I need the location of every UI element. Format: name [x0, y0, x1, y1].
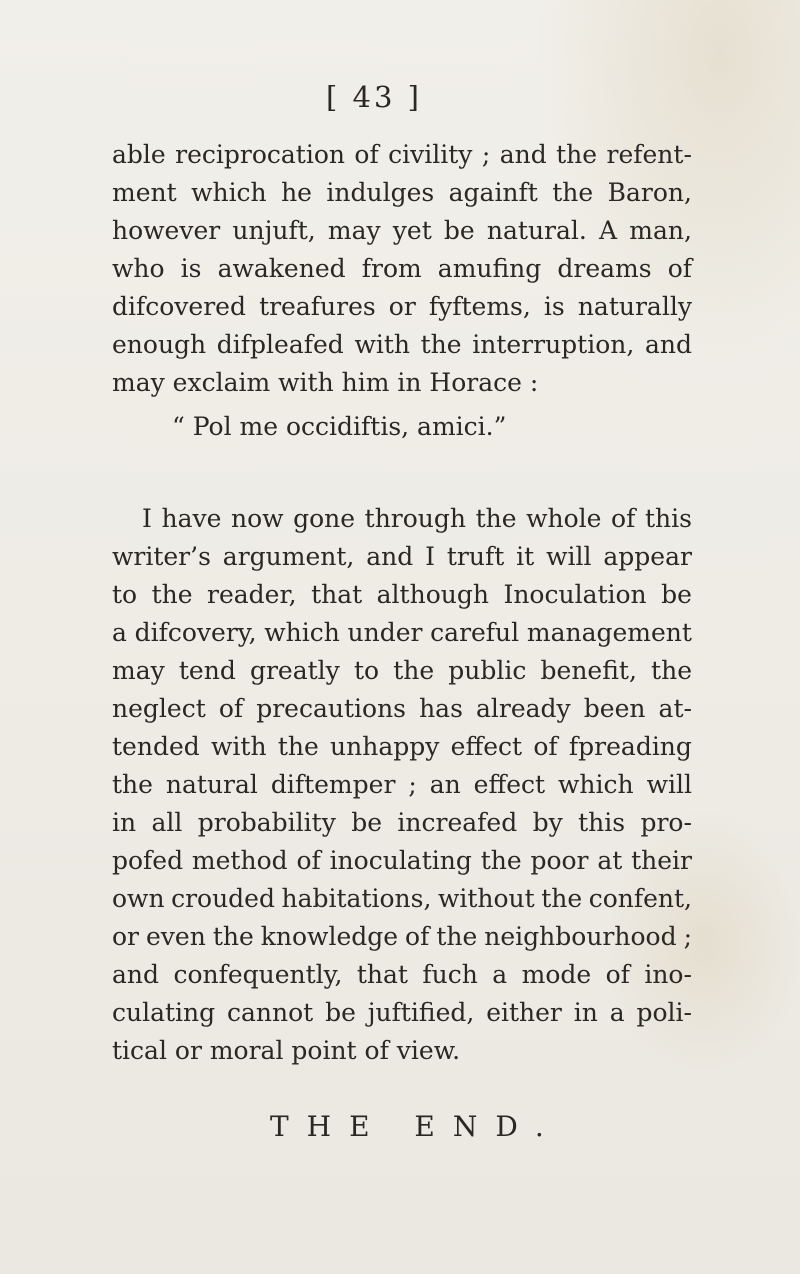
word: the: [651, 656, 692, 685]
word: natural: [165, 770, 258, 799]
word: although: [376, 580, 489, 609]
text-line: [112, 842, 692, 880]
text-line: [112, 918, 692, 956]
word: confent,: [588, 884, 692, 913]
word: againft: [448, 178, 538, 207]
word: of: [611, 504, 636, 533]
word: in: [573, 998, 598, 1027]
word: effect: [473, 770, 546, 799]
word: ;: [408, 770, 417, 799]
paragraph-2: [112, 500, 692, 1070]
word: or: [112, 922, 140, 951]
word: to: [112, 580, 138, 609]
text-line: [112, 994, 692, 1032]
word: reciprocation: [175, 140, 345, 169]
word: from: [361, 254, 422, 283]
word: Inoculation: [503, 580, 647, 609]
word: the: [420, 330, 462, 359]
word: of: [354, 140, 379, 169]
word: greatly: [249, 656, 340, 685]
word: is: [543, 292, 565, 321]
word: of: [405, 922, 430, 951]
word: tend: [178, 656, 236, 685]
text-line: [112, 288, 692, 326]
word: awakened: [217, 254, 346, 283]
word: treafures: [259, 292, 376, 321]
word: A: [599, 216, 618, 245]
word: even: [146, 922, 206, 951]
word: the: [556, 140, 598, 169]
text-line: [112, 956, 692, 994]
word: writer’s: [112, 542, 211, 571]
word: the: [436, 922, 478, 951]
word: ;: [683, 922, 692, 951]
word: that: [356, 960, 408, 989]
word: by: [532, 808, 563, 837]
word: been: [583, 694, 646, 723]
word: precautions: [256, 694, 406, 723]
word: a: [492, 960, 508, 989]
text-line: tical or moral point of view.: [112, 1036, 461, 1065]
word: fyftems,: [428, 292, 531, 321]
word: and: [366, 542, 414, 571]
word: now: [230, 504, 284, 533]
word: naturally: [577, 292, 692, 321]
text-line: [112, 804, 692, 842]
word: ;: [481, 140, 491, 169]
word: under: [347, 618, 423, 647]
word: in: [112, 808, 137, 837]
word: difpleafed: [216, 330, 344, 359]
word: of: [667, 254, 692, 283]
word: the: [475, 504, 517, 533]
word: pofed: [112, 846, 184, 875]
word: this: [578, 808, 626, 837]
word: method: [191, 846, 288, 875]
word: the: [212, 922, 254, 951]
word: that: [311, 580, 363, 609]
word: interruption,: [472, 330, 635, 359]
word: be: [443, 216, 475, 245]
word: a: [609, 998, 625, 1027]
word: inoculating: [329, 846, 472, 875]
word: a: [112, 618, 127, 647]
word: is: [180, 254, 202, 283]
word: unjuft,: [232, 216, 316, 245]
word: an: [429, 770, 461, 799]
word: ino-: [644, 960, 692, 989]
text-line: [112, 728, 692, 766]
word: confequently,: [173, 960, 343, 989]
word: and: [499, 140, 547, 169]
word: pro-: [640, 808, 692, 837]
text-line: [112, 576, 692, 614]
word: refent-: [606, 140, 692, 169]
word: probability: [197, 808, 336, 837]
word: be: [661, 580, 692, 609]
text-line: [112, 614, 692, 652]
word: civility: [388, 140, 473, 169]
word: natural.: [486, 216, 587, 245]
word: gone: [293, 504, 356, 533]
word: of: [533, 732, 558, 761]
word: which: [558, 770, 634, 799]
word: cannot: [227, 998, 314, 1027]
text-line: [112, 326, 692, 364]
word: the: [112, 770, 153, 799]
word: will: [646, 770, 692, 799]
word: poli-: [636, 998, 692, 1027]
word: diftemper: [270, 770, 396, 799]
word: juftified,: [367, 998, 475, 1027]
word: benefit,: [540, 656, 637, 685]
word: the: [151, 580, 193, 609]
word: fuch: [422, 960, 478, 989]
the-end-heading: THE END.: [270, 1110, 562, 1143]
word: through: [364, 504, 467, 533]
text-line: [112, 136, 692, 174]
word: the: [541, 884, 583, 913]
word: mode: [521, 960, 592, 989]
word: will: [546, 542, 592, 571]
word: may: [327, 216, 381, 245]
word: their: [631, 846, 692, 875]
text-line: [112, 652, 692, 690]
word: or: [388, 292, 416, 321]
word: enough: [112, 330, 207, 359]
word: has: [419, 694, 463, 723]
word: have: [161, 504, 222, 533]
word: difcovered: [112, 292, 246, 321]
word: Baron,: [607, 178, 692, 207]
word: yet: [392, 216, 432, 245]
word: able: [112, 140, 166, 169]
text-line: [112, 766, 692, 804]
word: difcovery,: [134, 618, 257, 647]
word: truft: [446, 542, 505, 571]
word: all: [151, 808, 183, 837]
paragraph-1: [112, 136, 692, 402]
word: man,: [629, 216, 692, 245]
word: at: [597, 846, 623, 875]
word: knowledge: [260, 922, 399, 951]
word: the: [393, 656, 435, 685]
word: which: [264, 618, 340, 647]
text-line: [112, 174, 692, 212]
word: who: [112, 254, 165, 283]
word: increafed: [397, 808, 518, 837]
word: amufing: [437, 254, 542, 283]
word: the: [277, 732, 319, 761]
word: ment: [112, 178, 177, 207]
word: appear: [603, 542, 692, 571]
word: already: [476, 694, 571, 723]
word: fpreading: [568, 732, 692, 761]
word: habitations,: [281, 884, 432, 913]
page-number: [ 43 ]: [326, 80, 422, 114]
word: with: [211, 732, 267, 761]
word: this: [644, 504, 692, 533]
text-line: [112, 690, 692, 728]
word: culating: [112, 998, 216, 1027]
word: without: [437, 884, 535, 913]
word: to: [353, 656, 380, 685]
word: dreams: [557, 254, 652, 283]
word: of: [296, 846, 321, 875]
word: which: [191, 178, 267, 207]
word: poor: [530, 846, 589, 875]
word: public: [448, 656, 527, 685]
text-line: [112, 250, 692, 288]
text-line: may exclaim with him in Horace :: [112, 368, 539, 397]
word: crouded: [171, 884, 275, 913]
word: I: [142, 504, 152, 533]
word: tended: [112, 732, 200, 761]
word: argument,: [222, 542, 355, 571]
word: and: [112, 960, 160, 989]
text-line: [112, 880, 692, 918]
word: may: [112, 656, 165, 685]
text-line: [112, 212, 692, 250]
word: it: [516, 542, 535, 571]
word: indulges: [326, 178, 435, 207]
word: either: [486, 998, 562, 1027]
word: of: [605, 960, 630, 989]
word: and: [644, 330, 692, 359]
word: however: [112, 216, 221, 245]
word: at-: [658, 694, 692, 723]
word: I: [425, 542, 436, 571]
text-line: [112, 538, 692, 576]
word: reader,: [207, 580, 297, 609]
word: own: [112, 884, 165, 913]
word: be: [351, 808, 383, 837]
word: whole: [526, 504, 602, 533]
word: neighbourhood: [484, 922, 677, 951]
word: with: [354, 330, 410, 359]
word: of: [218, 694, 244, 723]
word: unhappy: [330, 732, 440, 761]
word: be: [325, 998, 356, 1027]
word: neglect: [112, 694, 206, 723]
word: careful: [430, 618, 520, 647]
word: the: [480, 846, 522, 875]
horace-quote: “ Pol me occidiftis, amici.”: [172, 412, 507, 441]
text-line: [112, 500, 692, 538]
word: he: [281, 178, 312, 207]
word: the: [552, 178, 594, 207]
word: effect: [450, 732, 523, 761]
word: management: [526, 618, 692, 647]
